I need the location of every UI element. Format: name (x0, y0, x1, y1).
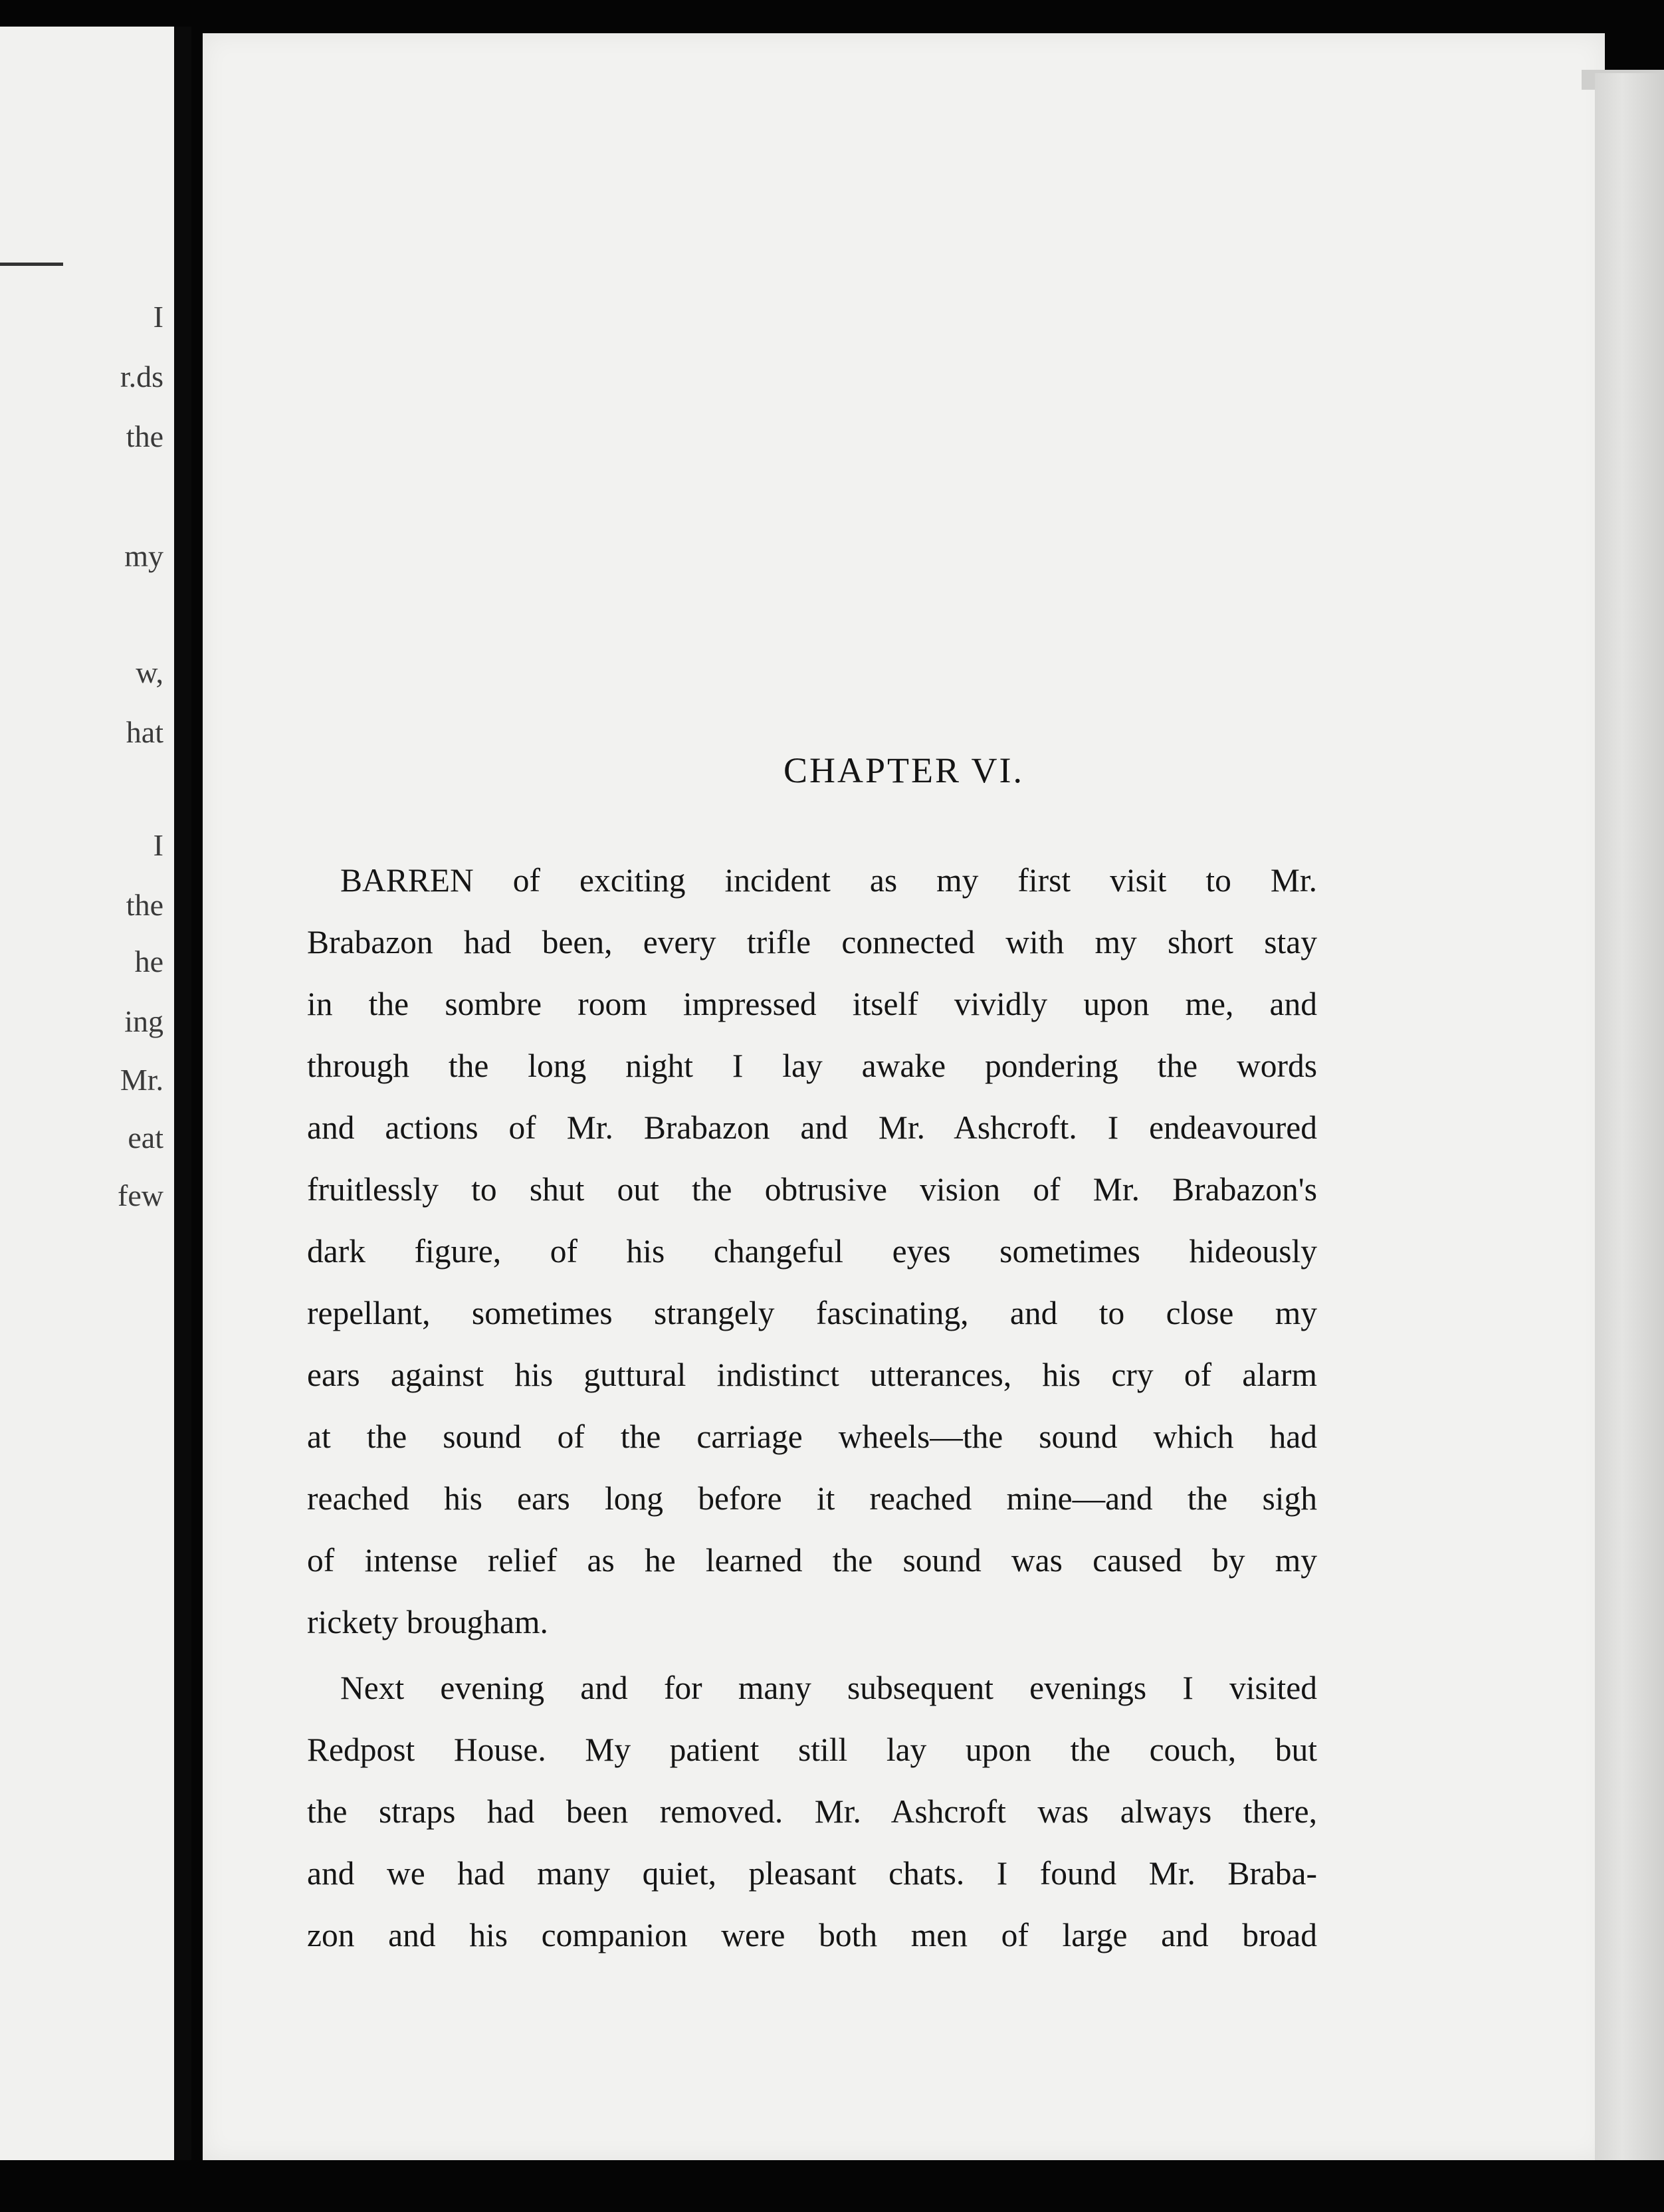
text-line: Brabazon had been, every trifle connected with my short stay (307, 924, 1317, 960)
left-page-text: I (153, 300, 163, 334)
left-page-text: the (126, 888, 163, 922)
paragraph-2 (307, 1657, 1317, 1966)
text-line: ears against his guttural indistinct utterances, his cry of alarm (307, 1357, 1317, 1393)
text-line: repellant, sometimes strangely fascinating, and to close my (307, 1295, 1317, 1331)
left-page-text: I (153, 828, 163, 862)
left-page-text: eat (128, 1121, 163, 1155)
text-line: reached his ears long before it reached mine—and the sigh (307, 1480, 1317, 1517)
left-page-rule (0, 263, 63, 266)
text-line: of intense relief as he learned the sound was caused by my (307, 1542, 1317, 1579)
left-page-text: ing (124, 1004, 163, 1038)
text-line: through the long night I lay awake pondering the words (307, 1048, 1317, 1084)
text-line: and we had many quiet, pleasant chats. I found Mr. Braba- (307, 1855, 1317, 1892)
text-line: rickety brougham. (307, 1604, 548, 1640)
text-line: BARREN of exciting incident as my first visit to Mr. (340, 862, 1317, 899)
text-line: in the sombre room impressed itself vividly upon me, and (307, 986, 1317, 1022)
body-text (307, 849, 1317, 1966)
text-line: at the sound of the carriage wheels—the sound which had (307, 1418, 1317, 1455)
left-page-text: hat (126, 715, 163, 749)
left-page-text: Mr. (120, 1063, 163, 1097)
left-page-text: few (118, 1178, 163, 1212)
page-gutter (174, 27, 191, 2160)
left-page-text: r.ds (120, 360, 163, 393)
left-page-text: the (126, 419, 163, 453)
left-page-text: he (134, 944, 163, 978)
text-line: dark figure, of his changeful eyes sometimes hideously (307, 1233, 1317, 1270)
book-edge (1595, 73, 1664, 2160)
text-line: Next evening and for many subsequent evenings I visited (340, 1670, 1317, 1706)
text-line: Redpost House. My patient still lay upon the couch, but (307, 1731, 1317, 1768)
text-line: zon and his companion were both men of large and broad (307, 1917, 1317, 1953)
paragraph-1 (307, 849, 1317, 1653)
left-page-text: my (124, 539, 163, 573)
text-line: the straps had been removed. Mr. Ashcroft was always there, (307, 1793, 1317, 1830)
left-page-text: w, (136, 655, 163, 689)
chapter-heading: CHAPTER VI. (783, 750, 1025, 790)
text-line: fruitlessly to shut out the obtrusive vision of Mr. Brabazon's (307, 1171, 1317, 1208)
text-line: and actions of Mr. Brabazon and Mr. Ashcroft. I endeavoured (307, 1109, 1317, 1146)
